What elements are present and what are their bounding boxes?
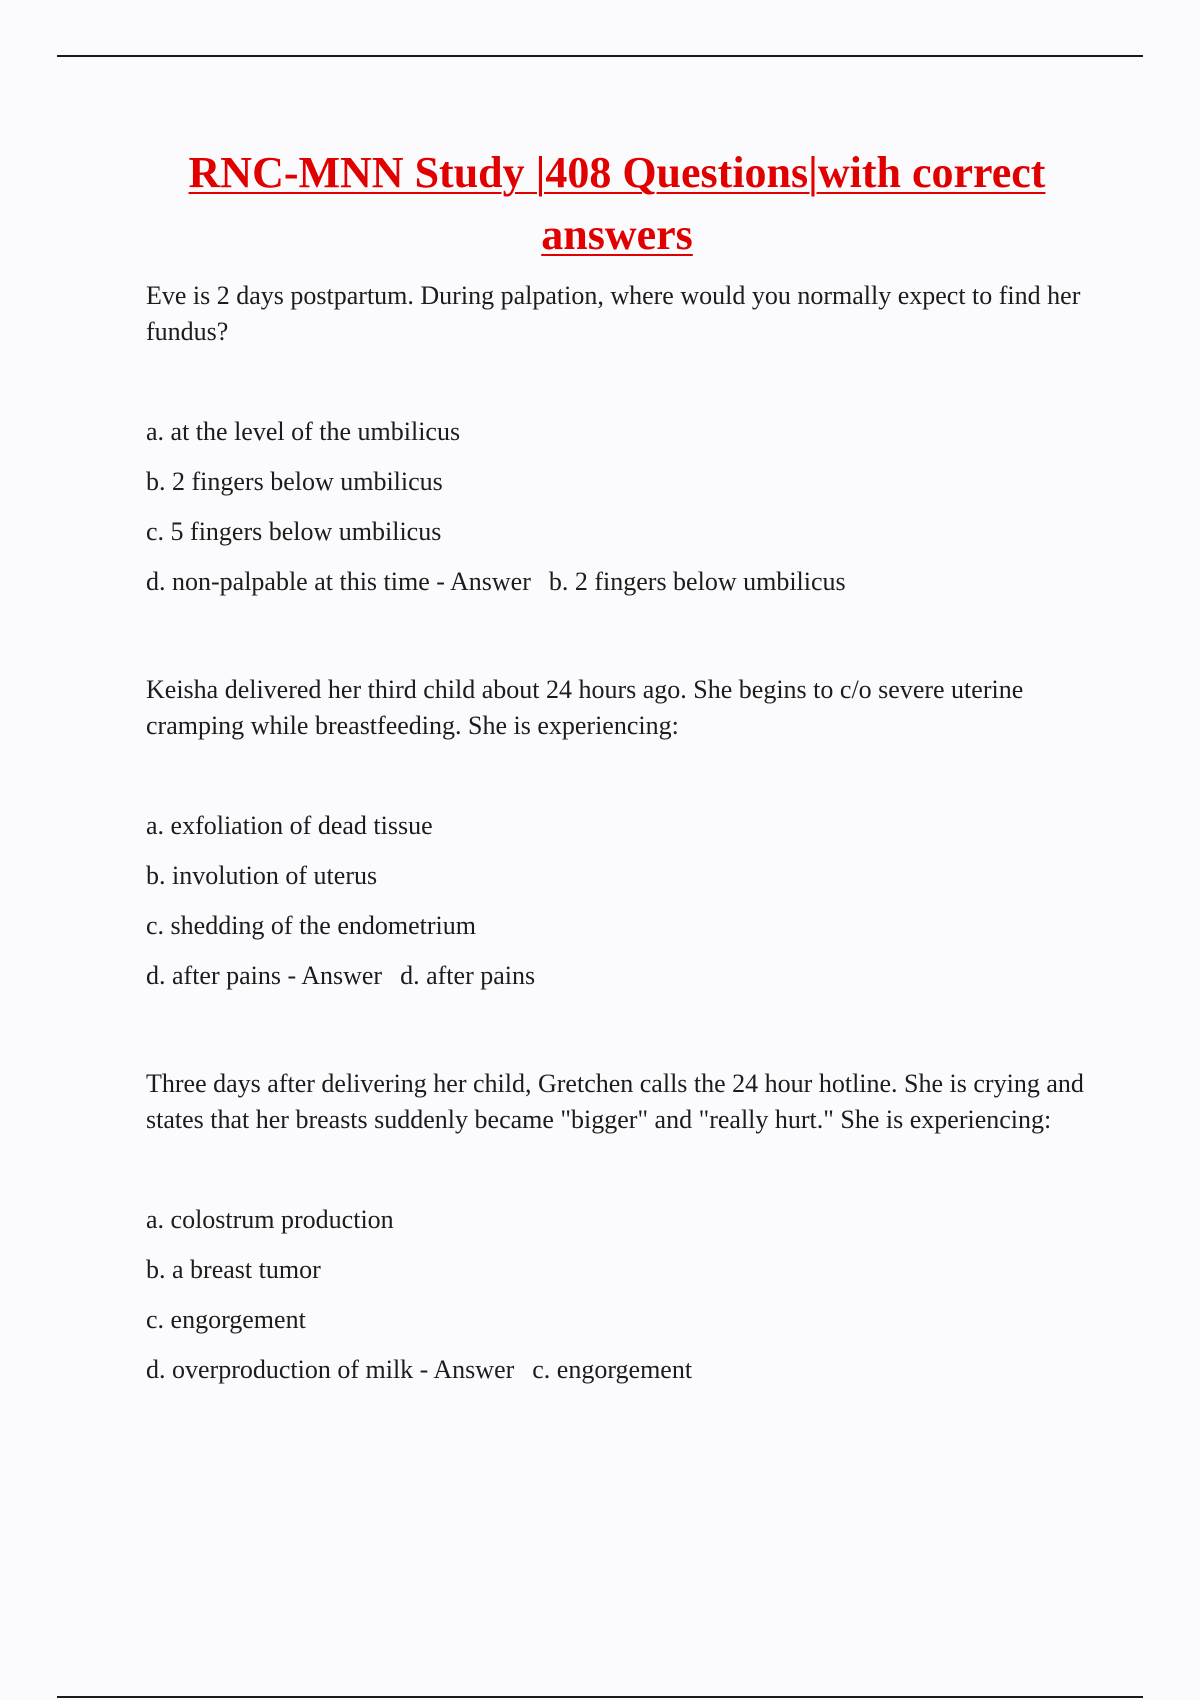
option-d: d. overproduction of milk - Answer [146,1355,515,1384]
question-text: Eve is 2 days postpartum. During palpation, where would you normally expect to find her fundus? [146,281,1081,346]
option-a: a. at the level of the umbilicus [146,417,461,446]
option-d-with-answer [146,958,1106,994]
question-text: Three days after delivering her child, Gretchen calls the 24 hour hotline. She is crying and states that her breasts suddenly became "bigger" and "really hurt." She is experiencing: [146,1069,1084,1134]
option-b: b. 2 fingers below umbilicus [146,467,443,496]
option-a: a. exfoliation of dead tissue [146,811,433,840]
option-d: d. after pains - Answer [146,961,383,990]
option-a: a. colostrum production [146,1205,394,1234]
question-list [146,278,1106,1460]
footer-rule [57,1696,1143,1698]
option-b: b. a breast tumor [146,1255,321,1284]
option-c: c. 5 fingers below umbilicus [146,517,442,546]
option-d: d. non-palpable at this time - Answer [146,567,531,596]
option-c: c. shedding of the endometrium [146,911,476,940]
correct-answer: c. engorgement [532,1355,693,1384]
option-d-with-answer [146,1352,1106,1388]
document-title: RNC-MNN Study |408 Questions|with correct answers [188,148,1046,259]
option-d-with-answer [146,564,1106,600]
question-3 [146,1066,1106,1388]
correct-answer: b. 2 fingers below umbilicus [548,567,846,596]
option-c: c. engorgement [146,1305,306,1334]
question-text: Keisha delivered her third child about 24 hours ago. She begins to c/o severe uterine cramping while breastfeeding. She is experiencing: [146,675,1024,740]
question-2 [146,672,1106,994]
option-b: b. involution of uterus [146,861,378,890]
question-1 [146,278,1106,600]
correct-answer: d. after pains [400,961,536,990]
header-rule [57,55,1143,57]
